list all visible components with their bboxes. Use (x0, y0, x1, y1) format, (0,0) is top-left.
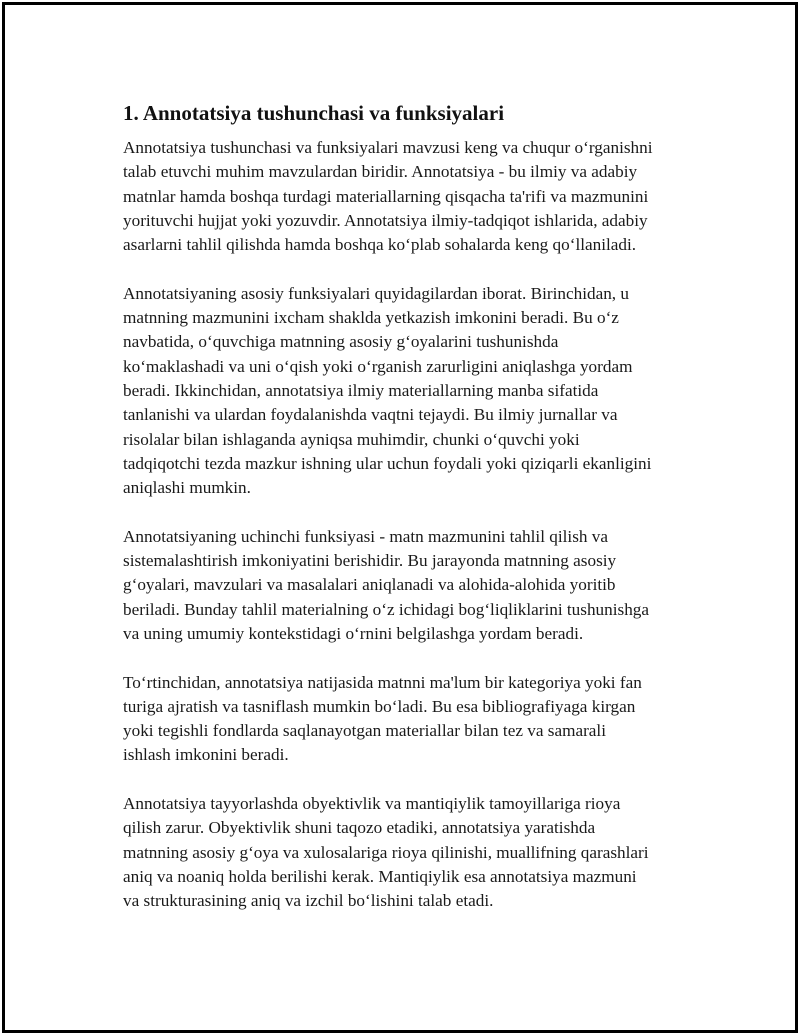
page-frame (2, 2, 798, 1033)
paragraph-3: Annotatsiyaning uchinchi funksiyasi - matn mazmunini tahlil qilish va sistemalashtirish imkoniyatini berishidir. Bu jarayonda matnning asosiy g‘oyalari, mavzulari va masalalari aniqlanadi va alohida-alohida yoritib beriladi. Bunday tahlil materialning o‘z ichidagi bog‘liqliklarini tushunishga va uning umumiy kontekstidagi o‘rnini belgilashga yordam beradi. (123, 526, 650, 643)
paragraph-1: Annotatsiya tushunchasi va funksiyalari mavzusi keng va chuqur o‘rganishni talab etuvchi muhim mavzulardan biridir. Annotatsiya - bu ilmiy va adabiy matnlar hamda boshqa turdagi materiallarning qisqacha ta'rifi va mazmunini yorituvchi hujjat yoki yozuvdir. Annotatsiya ilmiy-tadqiqot ishlarida, adabiy asarlarni tahlil qilishda hamda boshqa ko‘plab sohalarda keng qo‘llaniladi. (123, 138, 653, 255)
paragraph-2: Annotatsiyaning asosiy funksiyalari quyidagilardan iborat. Birinchidan, u matnning mazmunini ixcham shaklda yetkazish imkonini beradi. Bu o‘z navbatida, o‘quvchiga matnning asosiy g‘oyalarini tushunishda ko‘maklashadi va uni o‘qish yoki o‘rganish zarurligini aniqlashga yordam beradi. Ikkinchidan, annotatsiya ilmiy materiallarning manba sifatida tanlanishi va ulardan foydalanishda vaqtni tejaydi. Bu ilmiy jurnallar va risolalar bilan ishlaganda ayniqsa muhimdir, chunki o‘quvchi yoki tadqiqotchi tezda mazkur ishning ular uchun foydali yoki qiziqarli ekanligini aniqlashi mumkin. (123, 283, 652, 498)
paragraph-4: To‘rtinchidan, annotatsiya natijasida matnni ma'lum bir kategoriya yoki fan turiga ajratish va tasniflash mumkin bo‘ladi. Bu esa bibliografiyaga kirgan yoki tegishli fondlarda saqlanayotgan materiallar bilan tez va samarali ishlash imkonini beradi. (123, 672, 642, 765)
document-body (123, 100, 693, 938)
paragraph-5: Annotatsiya tayyorlashda obyektivlik va mantiqiylik tamoyillariga rioya qilish zarur. Obyektivlik shuni taqozo etadiki, annotatsiya yaratishda matnning asosiy g‘oya va xulosalariga rioya qilinishi, muallifning qarashlari aniq va noaniq holda berilishi kerak. Mantiqiylik esa annotatsiya mazmuni va strukturasining aniq va izchil bo‘lishini talab etadi. (123, 794, 649, 911)
section-heading: 1. Annotatsiya tushunchasi va funksiyalari (123, 101, 505, 125)
